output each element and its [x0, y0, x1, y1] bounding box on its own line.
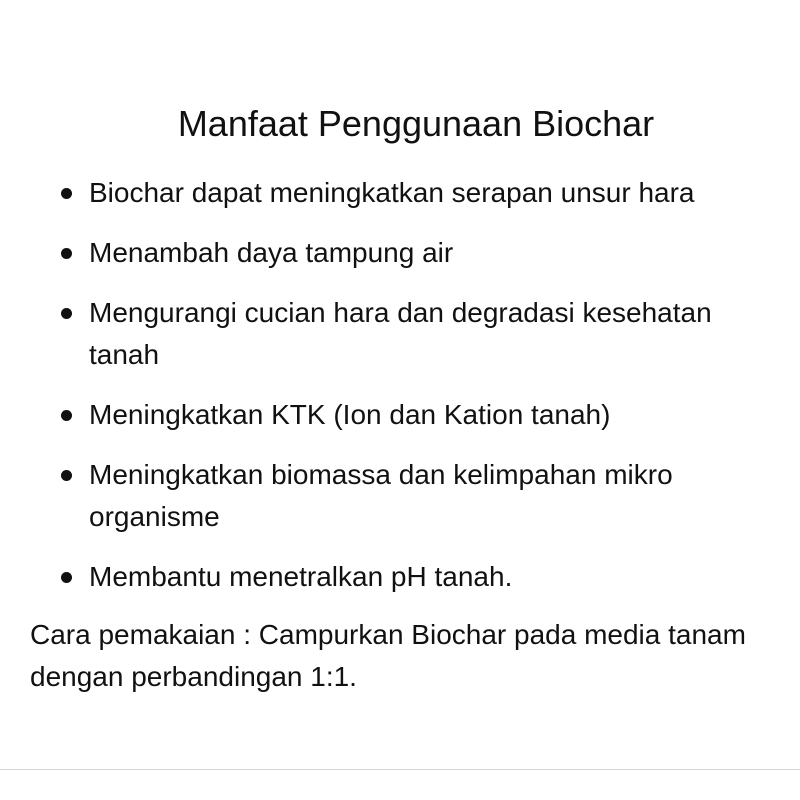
- benefit-text: Biochar dapat meningkatkan serapan unsur hara: [89, 177, 695, 208]
- usage-instructions: Cara pemakaian : Campurkan Biochar pada media tanam dengan perbandingan 1:1.: [30, 619, 746, 692]
- bullet-icon: [61, 470, 72, 481]
- list-item: [56, 556, 766, 598]
- bullet-icon: [61, 410, 72, 421]
- bullet-icon: [61, 572, 72, 583]
- page-title: Manfaat Penggunaan Biochar: [177, 103, 655, 144]
- list-item: [56, 292, 766, 376]
- list-item: [56, 394, 766, 436]
- benefit-text: Meningkatkan KTK (Ion dan Kation tanah): [89, 399, 611, 430]
- list-item: [56, 454, 766, 538]
- divider: [0, 769, 800, 770]
- bullet-icon: [61, 188, 72, 199]
- benefit-text: Menambah daya tampung air: [89, 237, 454, 268]
- list-item: [56, 172, 766, 214]
- benefit-text: Meningkatkan biomassa dan kelimpahan mikro organisme: [89, 459, 673, 532]
- list-item: [56, 232, 766, 274]
- benefit-text: Membantu menetralkan pH tanah.: [89, 561, 513, 592]
- benefit-text: Mengurangi cucian hara dan degradasi kesehatan tanah: [89, 297, 712, 370]
- bullet-icon: [61, 248, 72, 259]
- benefit-list: [56, 172, 766, 616]
- bullet-icon: [61, 308, 72, 319]
